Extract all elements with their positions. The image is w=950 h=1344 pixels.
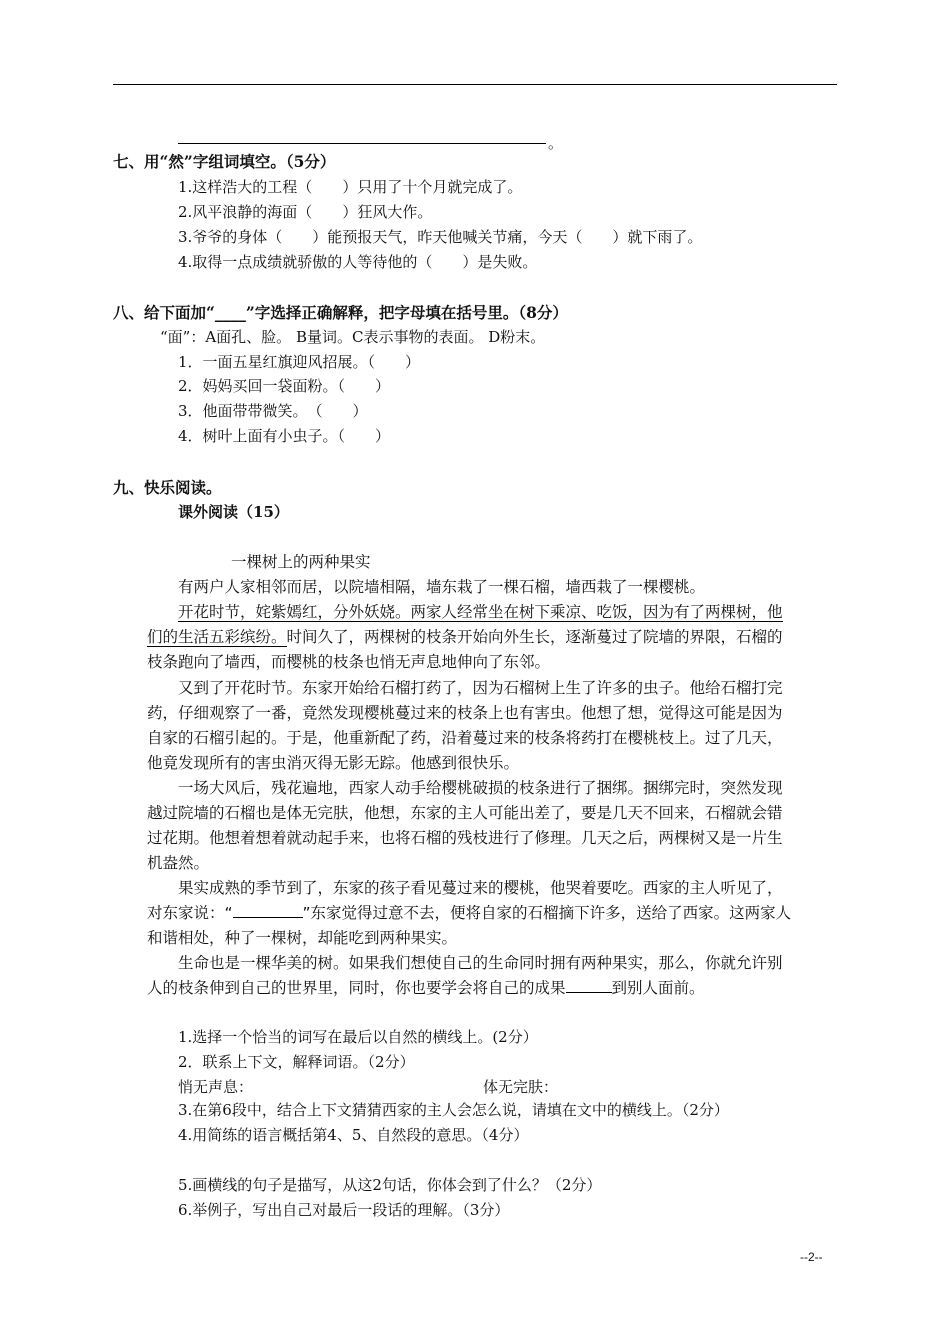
para-4-line-1: 一场大风后，残花遍地，西家人动手给樱桃破损的枝条进行了捆绑。捆绑完时，突然发现	[178, 779, 783, 797]
para-6-line-2: 人的枝条伸到自己的世界里，同时，你也要学会将自己的成果 到别人面前。	[147, 979, 705, 997]
para-4-line-4: 机盎然。	[147, 854, 210, 872]
s7-item-2: 2.风平浪静的海面（ ）狂风大作。	[178, 203, 433, 221]
para-3-line-3: 自家的石榴引起的。于是，他重新配了药，沿着蔓过来的枝条将药打在樱桃枝上。过了几天，	[147, 729, 783, 747]
page-number: --2--	[800, 1250, 823, 1264]
para-2-line-3: 枝条跑向了墙西，而樱桃的枝条也悄无声息地伸向了东邻。	[147, 653, 551, 671]
underlined-sentence-2: 们的生活五彩缤纷。	[147, 628, 287, 646]
fill-blank-word[interactable]	[566, 978, 612, 993]
s7-item-1: 1.这样浩大的工程（ ）只用了十个月就完成了。	[178, 178, 523, 196]
para-1: 有两户人家相邻而居，以院墙相隔，墙东栽了一棵石榴，墙西栽了一棵樱桃。	[178, 578, 706, 596]
question-4: 4.用简练的语言概括第4、5、自然段的意思。（4分）	[178, 1126, 529, 1144]
story-title: 一棵树上的两种果实	[231, 553, 371, 571]
para-3-line-2: 药，仔细观察了一番，竟然发现樱桃蔓过来的枝条上也有害虫。他想了想，觉得这可能是因为	[147, 704, 783, 722]
question-6: 6.举例子，写出自己对最后一段话的理解。（3分）	[178, 1201, 510, 1219]
para-3-line-4: 他竟发现所有的害虫消灭得无影无踪。他感到很快乐。	[147, 754, 520, 772]
s8-item-2: 2．妈妈买回一袋面粉。（ ）	[178, 377, 391, 395]
word-1-label: 悄无声息：	[178, 1078, 254, 1096]
para-6-line-1: 生命也是一棵华美的树。如果我们想使自己的生命同时拥有两种果实，那么，你就允许别	[178, 954, 783, 972]
para-5-line-3: 和谐相处，种了一棵树，却能吃到两种果实。	[147, 929, 458, 947]
para-4-line-3: 过花期。他想着想着就动起手来，也将石榴的残枝进行了修理。几天之后，两棵树又是一片生	[147, 829, 783, 847]
section-9-title: 九、快乐阅读。	[113, 478, 222, 497]
para-4-line-2: 越过院墙的石榴也是体无完肤，他想，东家的主人可能出差了，要是几天不回来，石榴就会错	[147, 804, 783, 822]
s8-item-1: 1．一面五星红旗迎风招展。（ ）	[178, 353, 421, 371]
section-8-title: 八、给下面加“____”字选择正确解释，把字母填在括号里。（8分）	[113, 303, 568, 322]
question-5: 5.画横线的句子是描写，从这2句话，你体会到了什么？（2分）	[178, 1176, 602, 1194]
para-3-line-1: 又到了开花时节。东家开始给石榴打药了，因为石榴树上生了许多的虫子。他给石榴打完	[178, 679, 783, 697]
para-2-line-1	[178, 600, 783, 622]
answer-line	[178, 143, 546, 144]
s7-item-4: 4.取得一点成绩就骄傲的人等待他的（ ）是失败。	[178, 253, 538, 271]
s8-item-3: 3．他面带带微笑。 （ ）	[178, 402, 368, 420]
header-rule	[113, 84, 837, 85]
question-2: 2．联系上下文，解释词语。（2分）	[178, 1053, 415, 1071]
section-7-title: 七、用“然”字组词填空。（5分）	[113, 152, 336, 171]
end-mark: 。	[548, 134, 564, 152]
underlined-sentence-1: 开花时节，姹紫嫣红，分外妖娆。两家人经常坐在树下乘凉、吃饭，因为有了两棵树，他	[178, 603, 783, 621]
para-5-line-2: 对东家说：“ ”东家觉得过意不去，便将自家的石榴摘下许多，送给了西家。这两家人	[147, 904, 792, 922]
fill-blank-quote[interactable]	[233, 903, 303, 918]
question-3: 3.在第6段中，结合上下文猜猜西家的主人会怎么说，请填在文中的横线上。（2分）	[178, 1101, 729, 1119]
s8-item-4: 4．树叶上面有小虫子。（ ）	[178, 427, 391, 445]
word-2-label: 体无完肤：	[483, 1078, 559, 1096]
s7-item-3: 3.爷爷的身体（ ）能预报天气，昨天他喊关节痛，今天（ ）就下雨了。	[178, 228, 703, 246]
para-2-line-2: 们的生活五彩缤纷。时间久了，两棵树的枝条开始向外生长，逐渐蔓过了院墙的界限，石榴的	[147, 628, 783, 646]
para-5-line-1: 果实成熟的季节到了，东家的孩子看见蔓过来的樱桃，他哭着要吃。西家的主人听见了，	[178, 879, 783, 897]
question-1: 1.选择一个恰当的词写在最后以自然的横线上。(2分）	[178, 1028, 538, 1046]
s8-definitions: “面”：A面孔、脸。 B量词。C表示事物的表面。 D粉末。	[160, 328, 546, 346]
s9-subtitle: 课外阅读（15）	[178, 503, 289, 521]
